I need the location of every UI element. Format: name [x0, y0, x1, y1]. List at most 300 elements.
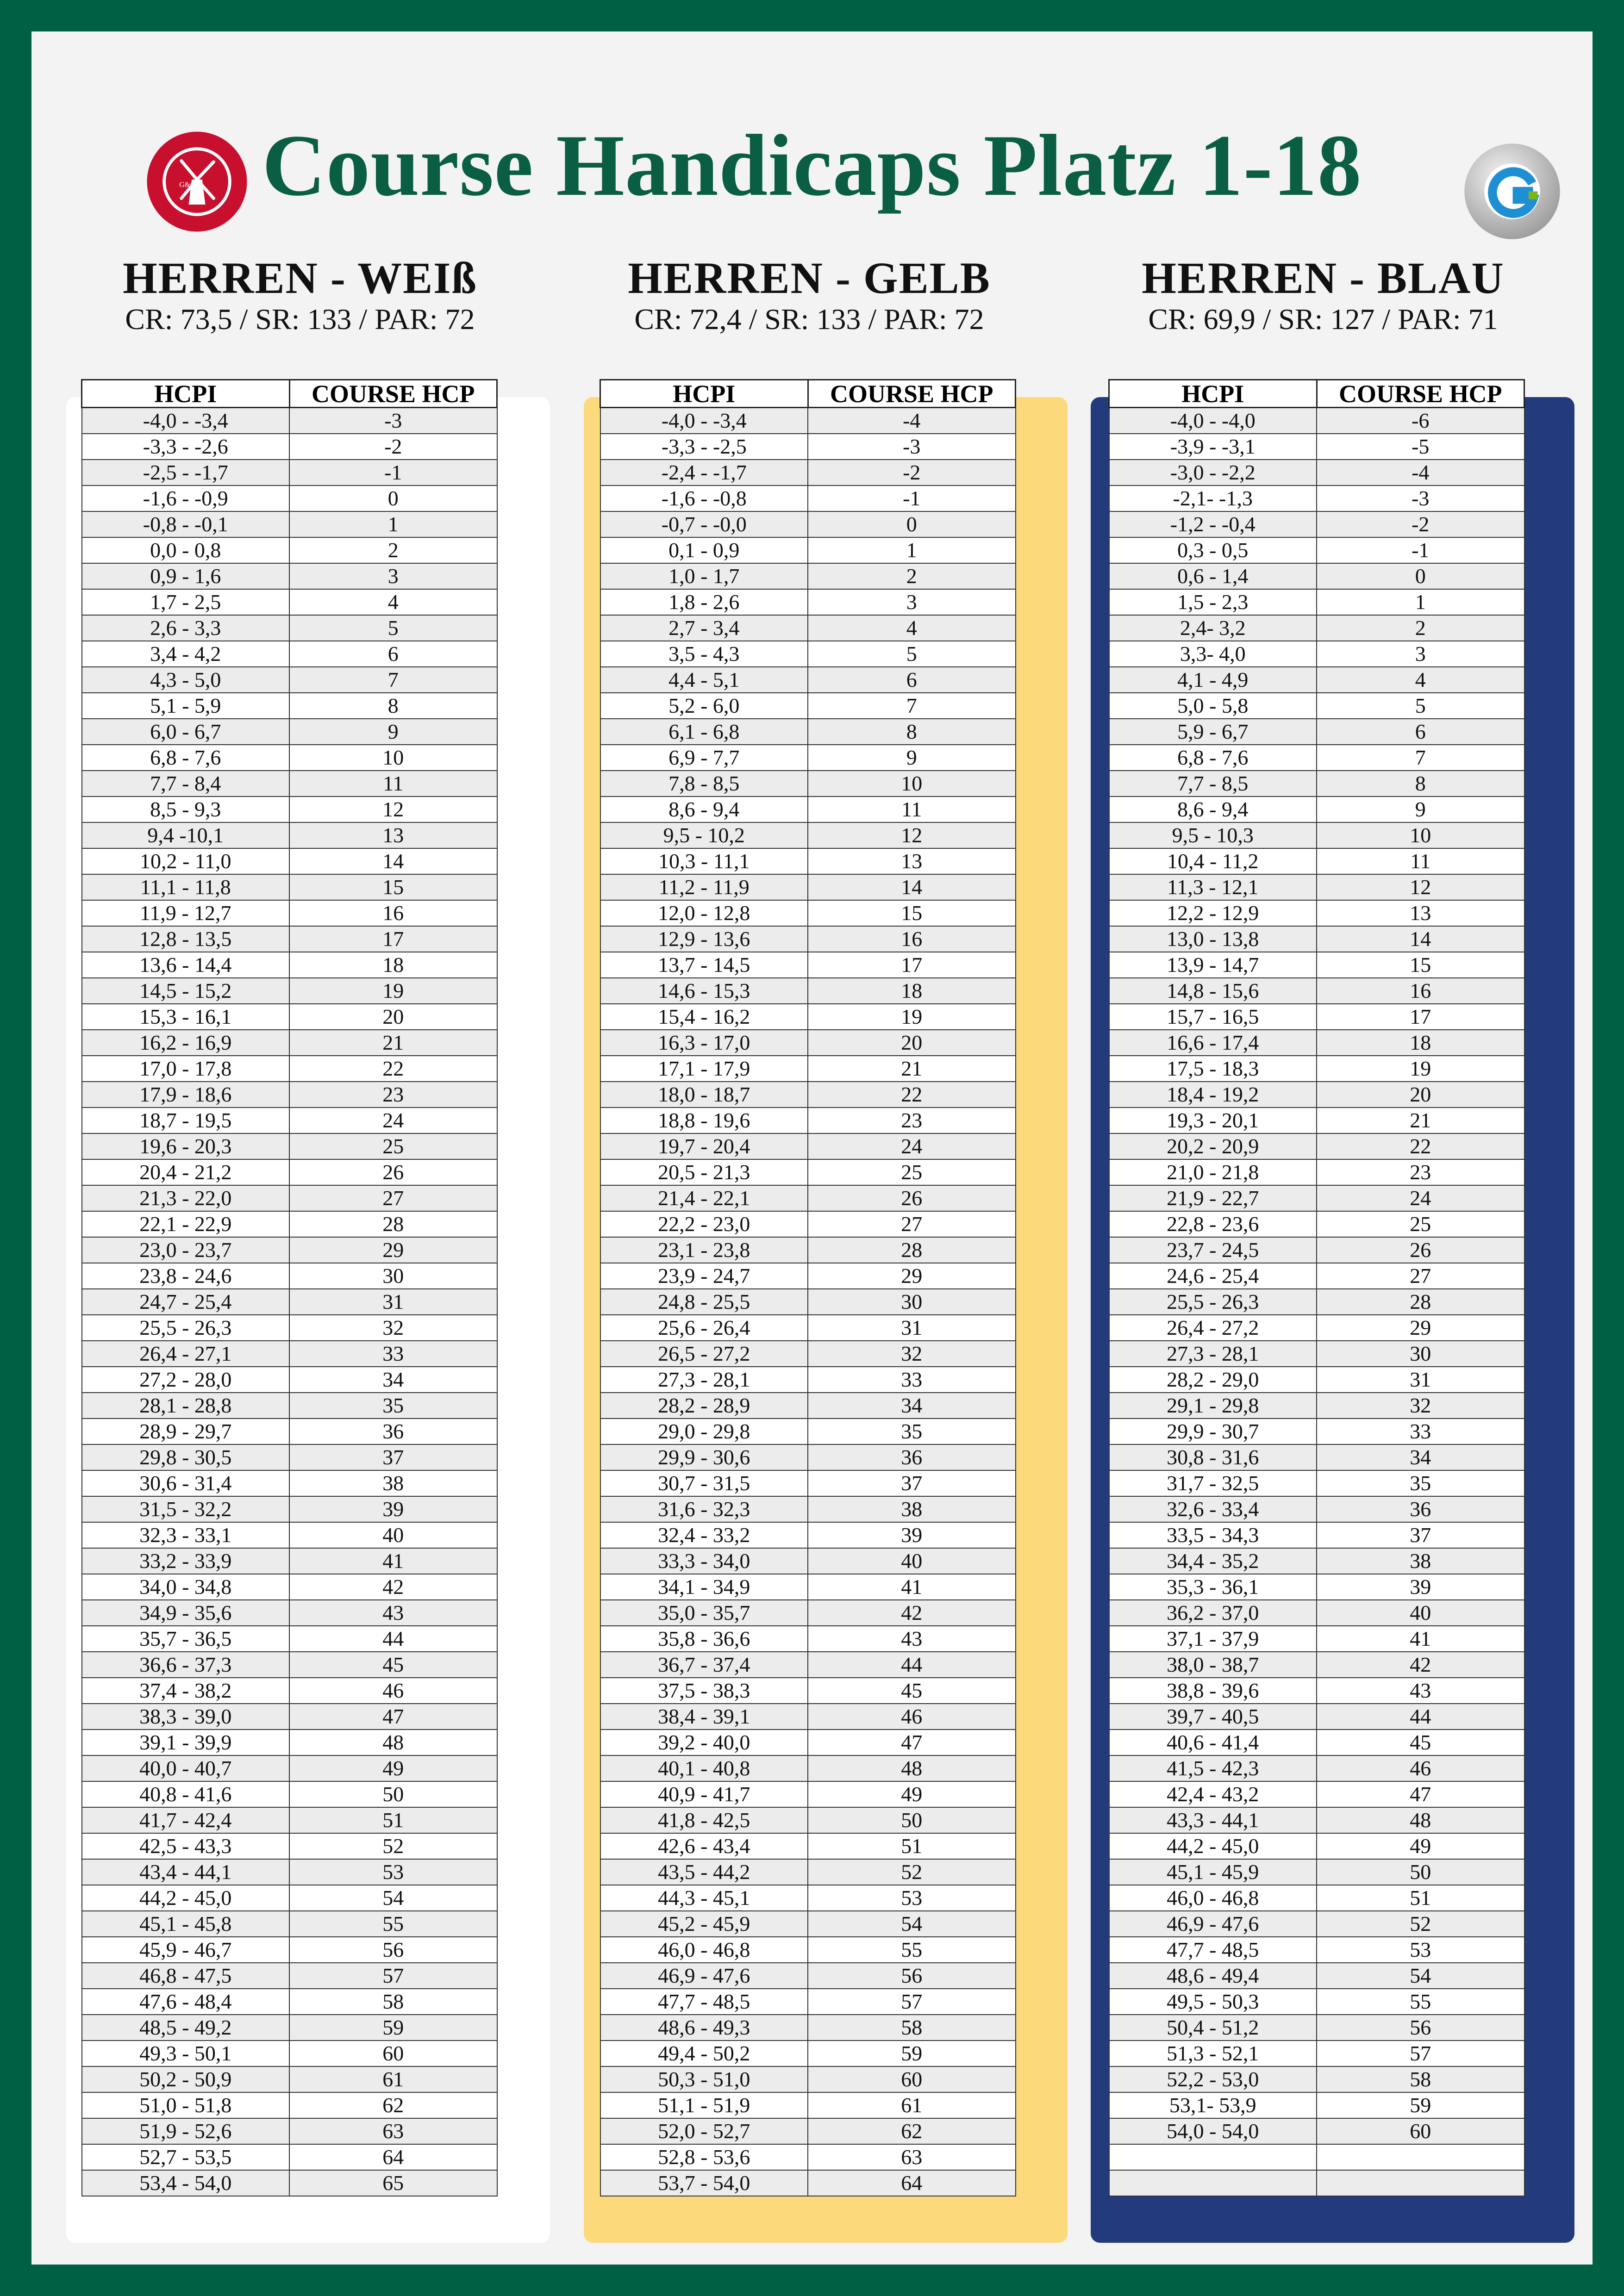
course-hcp-value: 64	[808, 2170, 1016, 2196]
hcpi-range	[1109, 2144, 1317, 2170]
heading-blau	[1068, 253, 1578, 336]
table-row	[82, 848, 497, 874]
table-row	[600, 848, 1016, 874]
course-hcp-value: 0	[289, 485, 497, 511]
table-row	[82, 1989, 497, 2015]
hcpi-range: 26,5 - 27,2	[600, 1341, 808, 1367]
course-hcp-value: 45	[1317, 1730, 1524, 1755]
table-row	[82, 2066, 497, 2092]
hcpi-range: 16,3 - 17,0	[600, 1030, 808, 1056]
hcpi-range: 18,0 - 18,7	[600, 1082, 808, 1108]
hcpi-range: 42,6 - 43,4	[600, 1833, 808, 1859]
course-hcp-value: 2	[1317, 615, 1524, 641]
course-hcp-value: 47	[289, 1704, 497, 1730]
table-row	[600, 589, 1016, 615]
course-hcp-value: 58	[1317, 2066, 1524, 2092]
course-hcp-value: 3	[1317, 641, 1524, 667]
hcpi-range: 5,1 - 5,9	[82, 693, 290, 719]
table-row	[82, 1522, 497, 1548]
table-row	[600, 1496, 1016, 1522]
hcpi-range: 52,0 - 52,7	[600, 2118, 808, 2144]
table-row	[1109, 1704, 1524, 1730]
table-row	[600, 1185, 1016, 1211]
hcpi-range: 31,6 - 32,3	[600, 1496, 808, 1522]
course-hcp-value: 55	[289, 1911, 497, 1937]
hcpi-range: 1,7 - 2,5	[82, 589, 290, 615]
course-hcp-value: 36	[808, 1444, 1016, 1470]
hcpi-range: -1,6 - -0,9	[82, 485, 290, 511]
course-hcp-value: 49	[808, 1781, 1016, 1807]
table-row	[82, 952, 497, 978]
course-hcp-value: 12	[808, 822, 1016, 848]
table-row	[1109, 1652, 1524, 1678]
course-hcp-value: 15	[1317, 952, 1524, 978]
course-hcp-value: 1	[289, 511, 497, 537]
hcpi-range: -2,1- -1,3	[1109, 485, 1317, 511]
table-row	[1109, 1133, 1524, 1159]
table-row	[1109, 822, 1524, 848]
hcpi-range: 49,5 - 50,3	[1109, 1989, 1317, 2015]
course-hcp-value: 25	[808, 1159, 1016, 1185]
hcpi-range: 3,3- 4,0	[1109, 641, 1317, 667]
course-hcp-value: 57	[289, 1963, 497, 1989]
table-row	[600, 771, 1016, 796]
hcpi-range: 8,5 - 9,3	[82, 796, 290, 822]
course-hcp-value: 22	[289, 1056, 497, 1082]
hcpi-range: 46,9 - 47,6	[1109, 1911, 1317, 1937]
course-hcp-value: 54	[289, 1885, 497, 1911]
table-row	[600, 408, 1016, 434]
course-hcp-value: 17	[289, 926, 497, 952]
course-hcp-value: 54	[808, 1911, 1016, 1937]
course-hcp-value: 32	[808, 1341, 1016, 1367]
hcpi-range: 52,2 - 53,0	[1109, 2066, 1317, 2092]
table-row	[82, 693, 497, 719]
course-hcp-value: 51	[808, 1833, 1016, 1859]
hcpi-range: 14,6 - 15,3	[600, 978, 808, 1004]
table-row	[600, 2015, 1016, 2041]
table-row	[600, 745, 1016, 771]
table-row	[82, 1755, 497, 1781]
header-hcpi: HCPI	[600, 380, 808, 408]
table-row	[600, 1937, 1016, 1963]
hcpi-range: -4,0 - -3,4	[600, 408, 808, 434]
hcpi-range: 31,5 - 32,2	[82, 1496, 290, 1522]
table-row	[82, 1911, 497, 1937]
course-hcp-value: 52	[289, 1833, 497, 1859]
table-row	[600, 1133, 1016, 1159]
course-hcp-value: 20	[808, 1030, 1016, 1056]
course-hcp-value: 41	[289, 1548, 497, 1574]
hcpi-range: 22,8 - 23,6	[1109, 1211, 1317, 1237]
course-hcp-value: 9	[808, 745, 1016, 771]
table-row	[1109, 1522, 1524, 1548]
table-row	[1109, 1807, 1524, 1833]
course-hcp-value: 20	[1317, 1082, 1524, 1108]
table-row	[82, 874, 497, 900]
table-row	[1109, 848, 1524, 874]
hcpi-range: 25,5 - 26,3	[1109, 1289, 1317, 1315]
course-hcp-value: 16	[808, 926, 1016, 952]
table-row	[1109, 2092, 1524, 2118]
course-hcp-value: 48	[808, 1755, 1016, 1781]
hcpi-range: -3,3 - -2,6	[82, 434, 290, 460]
course-hcp-value: 45	[808, 1678, 1016, 1704]
table-row	[600, 1626, 1016, 1652]
table-row	[1109, 1730, 1524, 1755]
course-hcp-value: 9	[289, 719, 497, 745]
hcpi-range: 53,1- 53,9	[1109, 2092, 1317, 2118]
table-row	[600, 641, 1016, 667]
table-row	[82, 1185, 497, 1211]
table-row	[1109, 1548, 1524, 1574]
hcpi-range: 6,8 - 7,6	[82, 745, 290, 771]
course-hcp-value: 6	[808, 667, 1016, 693]
hcpi-range: 32,6 - 33,4	[1109, 1496, 1317, 1522]
hcpi-range: 33,2 - 33,9	[82, 1548, 290, 1574]
hcpi-range: 7,7 - 8,5	[1109, 771, 1317, 796]
course-hcp-value: 6	[289, 641, 497, 667]
heading-weiss	[31, 253, 568, 336]
hcpi-range: 52,7 - 53,5	[82, 2144, 290, 2170]
course-hcp-value: 46	[808, 1704, 1016, 1730]
hcpi-range: 41,7 - 42,4	[82, 1807, 290, 1833]
table-row	[600, 2066, 1016, 2092]
course-hcp-value: 20	[289, 1004, 497, 1030]
table-row	[600, 1082, 1016, 1108]
hcpi-range: 24,7 - 25,4	[82, 1289, 290, 1315]
table-row	[1109, 1185, 1524, 1211]
table-row	[600, 1419, 1016, 1444]
course-hcp-value: 5	[808, 641, 1016, 667]
table-row	[82, 1626, 497, 1652]
table-row	[82, 1937, 497, 1963]
hcpi-range: 4,4 - 5,1	[600, 667, 808, 693]
table-row	[82, 900, 497, 926]
hcpi-range: 16,6 - 17,4	[1109, 1030, 1317, 1056]
hcpi-range: -0,8 - -0,1	[82, 511, 290, 537]
table-row	[600, 1678, 1016, 1704]
table-row	[1109, 1289, 1524, 1315]
table-row	[82, 1082, 497, 1108]
table-row	[1109, 1626, 1524, 1652]
table-row	[1109, 1056, 1524, 1082]
hcpi-range: 12,0 - 12,8	[600, 900, 808, 926]
handicap-table-gelb	[600, 379, 1016, 2196]
course-hcp-value: 34	[289, 1367, 497, 1393]
table-row	[600, 1004, 1016, 1030]
hcpi-range: 6,8 - 7,6	[1109, 745, 1317, 771]
hcpi-range: 47,6 - 48,4	[82, 1989, 290, 2015]
table-row	[1109, 1833, 1524, 1859]
table-row	[82, 1600, 497, 1626]
hcpi-range: 46,9 - 47,6	[600, 1963, 808, 1989]
hcpi-range: 48,6 - 49,4	[1109, 1963, 1317, 1989]
course-hcp-value: 10	[289, 745, 497, 771]
table-row	[82, 485, 497, 511]
course-hcp-value: 7	[808, 693, 1016, 719]
course-hcp-value: 50	[289, 1781, 497, 1807]
table-row	[82, 1393, 497, 1419]
course-hcp-value: 3	[289, 563, 497, 589]
course-hcp-value: 53	[808, 1885, 1016, 1911]
course-hcp-value: 51	[289, 1807, 497, 1833]
course-hcp-value: 21	[1317, 1108, 1524, 1133]
table-row	[600, 900, 1016, 926]
hcpi-range: 29,0 - 29,8	[600, 1419, 808, 1444]
course-hcp-value: 40	[1317, 1600, 1524, 1626]
course-hcp-value: 18	[808, 978, 1016, 1004]
course-hcp-value: 23	[289, 1082, 497, 1108]
table-row	[600, 1755, 1016, 1781]
hcpi-range: 28,9 - 29,7	[82, 1419, 290, 1444]
table-row	[82, 1885, 497, 1911]
course-hcp-value: 37	[1317, 1522, 1524, 1548]
hcpi-range: 35,7 - 36,5	[82, 1626, 290, 1652]
hcpi-range: 51,3 - 52,1	[1109, 2041, 1317, 2066]
course-hcp-value: 14	[289, 848, 497, 874]
course-hcp-value: 39	[808, 1522, 1016, 1548]
hcpi-range: 8,6 - 9,4	[1109, 796, 1317, 822]
table-row	[1109, 1367, 1524, 1393]
table-row	[82, 771, 497, 796]
hcpi-range: 25,5 - 26,3	[82, 1315, 290, 1341]
course-hcp-value: 29	[289, 1237, 497, 1263]
course-hcp-value: 41	[1317, 1626, 1524, 1652]
course-hcp-value: 2	[808, 563, 1016, 589]
hcpi-range: 32,3 - 33,1	[82, 1522, 290, 1548]
table-row	[1109, 1263, 1524, 1289]
course-hcp-value: 37	[808, 1470, 1016, 1496]
hcpi-range: 34,0 - 34,8	[82, 1574, 290, 1600]
table-row	[1109, 693, 1524, 719]
table-row	[600, 615, 1016, 641]
table-row	[600, 1470, 1016, 1496]
table-row	[82, 1289, 497, 1315]
table-row	[82, 615, 497, 641]
hcpi-range: 44,3 - 45,1	[600, 1885, 808, 1911]
table-row	[82, 460, 497, 485]
table-row	[1109, 2144, 1524, 2170]
hcpi-range: 23,8 - 24,6	[82, 1263, 290, 1289]
table-row	[82, 1470, 497, 1496]
course-hcp-value: 13	[1317, 900, 1524, 926]
hcpi-range: -3,9 - -3,1	[1109, 434, 1317, 460]
table-row	[1109, 1004, 1524, 1030]
table-title: HERREN - BLAU	[1142, 253, 1505, 303]
hcpi-range: 45,1 - 45,9	[1109, 1859, 1317, 1885]
table-row	[82, 589, 497, 615]
course-hcp-value: 9	[1317, 796, 1524, 822]
hcpi-range: 54,0 - 54,0	[1109, 2118, 1317, 2144]
course-hcp-value: 57	[808, 1989, 1016, 2015]
table-row	[1109, 1989, 1524, 2015]
table-row	[600, 2144, 1016, 2170]
table-row	[1109, 874, 1524, 900]
hcpi-range: 18,4 - 19,2	[1109, 1082, 1317, 1108]
hcpi-range: -1,6 - -0,8	[600, 485, 808, 511]
table-row	[600, 1885, 1016, 1911]
hcpi-range: 51,1 - 51,9	[600, 2092, 808, 2118]
hcpi-range: 36,2 - 37,0	[1109, 1600, 1317, 1626]
table-row	[600, 1237, 1016, 1263]
course-hcp-value: 11	[808, 796, 1016, 822]
course-hcp-value: 42	[808, 1600, 1016, 1626]
table-row	[1109, 926, 1524, 952]
table-row	[82, 719, 497, 745]
hcpi-range: 12,2 - 12,9	[1109, 900, 1317, 926]
table-row	[82, 434, 497, 460]
table-row	[1109, 796, 1524, 822]
table-row	[82, 1574, 497, 1600]
table-row	[1109, 1963, 1524, 1989]
course-hcp-value: 31	[289, 1289, 497, 1315]
table-row	[82, 1678, 497, 1704]
hcpi-range: 2,7 - 3,4	[600, 615, 808, 641]
table-subtitle: CR: 69,9 / SR: 127 / PAR: 71	[1148, 303, 1498, 336]
table-row	[600, 978, 1016, 1004]
table-row	[600, 1989, 1016, 2015]
table-row	[600, 1393, 1016, 1419]
table-row	[1109, 1419, 1524, 1444]
course-hcp-value: 38	[289, 1470, 497, 1496]
table-row	[1109, 460, 1524, 485]
course-hcp-value: -1	[1317, 537, 1524, 563]
table-row	[82, 978, 497, 1004]
hcpi-range: 6,1 - 6,8	[600, 719, 808, 745]
table-row	[600, 1211, 1016, 1237]
table-row	[82, 1211, 497, 1237]
course-hcp-value: 46	[289, 1678, 497, 1704]
table-row	[600, 1030, 1016, 1056]
hcpi-range: 20,4 - 21,2	[82, 1159, 290, 1185]
table-row	[82, 1963, 497, 1989]
hcpi-range: 4,3 - 5,0	[82, 667, 290, 693]
table-row	[600, 1730, 1016, 1755]
hcpi-range: 40,6 - 41,4	[1109, 1730, 1317, 1755]
hcpi-range: 1,8 - 2,6	[600, 589, 808, 615]
course-hcp-value: 53	[1317, 1937, 1524, 1963]
table-row	[82, 1807, 497, 1833]
course-hcp-value: 59	[289, 2015, 497, 2041]
course-hcp-value: 53	[289, 1859, 497, 1885]
table-row	[1109, 1937, 1524, 1963]
table-row	[82, 1237, 497, 1263]
hcpi-range: 30,7 - 31,5	[600, 1470, 808, 1496]
hcpi-range: 43,3 - 44,1	[1109, 1807, 1317, 1833]
course-hcp-value: 56	[808, 1963, 1016, 1989]
course-hcp-value: 28	[808, 1237, 1016, 1263]
course-hcp-value: 22	[808, 1082, 1016, 1108]
hcpi-range: 19,3 - 20,1	[1109, 1108, 1317, 1133]
hcpi-range: 31,7 - 32,5	[1109, 1470, 1317, 1496]
hcpi-range: 14,8 - 15,6	[1109, 978, 1317, 1004]
course-hcp-value: 22	[1317, 1133, 1524, 1159]
course-hcp-value: 21	[289, 1030, 497, 1056]
course-hcp-value: 21	[808, 1056, 1016, 1082]
hcpi-range: 11,9 - 12,7	[82, 900, 290, 926]
table-title: HERREN - WEIß	[123, 253, 477, 303]
course-hcp-value: 63	[808, 2144, 1016, 2170]
course-hcp-value: 19	[1317, 1056, 1524, 1082]
hcpi-range: 9,4 -10,1	[82, 822, 290, 848]
course-hcp-value: 29	[808, 1263, 1016, 1289]
table-row	[82, 1367, 497, 1393]
table-row	[1109, 1496, 1524, 1522]
table-row	[600, 2092, 1016, 2118]
course-hcp-value: 44	[808, 1652, 1016, 1678]
table-row	[600, 1963, 1016, 1989]
hcpi-range: 23,1 - 23,8	[600, 1237, 808, 1263]
hcpi-range: 20,2 - 20,9	[1109, 1133, 1317, 1159]
course-hcp-value: 39	[289, 1496, 497, 1522]
hcpi-range: 37,1 - 37,9	[1109, 1626, 1317, 1652]
hcpi-range: 34,9 - 35,6	[82, 1600, 290, 1626]
hcpi-range: 7,7 - 8,4	[82, 771, 290, 796]
table-row	[82, 563, 497, 589]
table-row	[1109, 1108, 1524, 1133]
hcpi-range: 2,6 - 3,3	[82, 615, 290, 641]
course-hcp-value: 48	[1317, 1807, 1524, 1833]
table-row	[1109, 745, 1524, 771]
hcpi-range: 5,2 - 6,0	[600, 693, 808, 719]
course-hcp-value: 42	[289, 1574, 497, 1600]
hcpi-range: 38,8 - 39,6	[1109, 1678, 1317, 1704]
table-row	[1109, 485, 1524, 511]
table-row	[1109, 589, 1524, 615]
table-row	[600, 1807, 1016, 1833]
hcpi-range: 46,0 - 46,8	[600, 1937, 808, 1963]
course-hcp-value: 26	[808, 1185, 1016, 1211]
course-hcp-value: 28	[289, 1211, 497, 1237]
hcpi-range: 27,3 - 28,1	[600, 1367, 808, 1393]
course-hcp-value: 10	[808, 771, 1016, 796]
hcpi-range: 9,5 - 10,3	[1109, 822, 1317, 848]
table-row	[600, 1367, 1016, 1393]
table-row	[1109, 434, 1524, 460]
hcpi-range: 13,0 - 13,8	[1109, 926, 1317, 952]
table-row	[1109, 537, 1524, 563]
hcpi-range: 39,7 - 40,5	[1109, 1704, 1317, 1730]
course-hcp-value: 7	[289, 667, 497, 693]
hcpi-range: 44,2 - 45,0	[1109, 1833, 1317, 1859]
table-row	[82, 408, 497, 434]
table-row	[600, 1315, 1016, 1341]
hcpi-range: 9,5 - 10,2	[600, 822, 808, 848]
course-hcp-value: 18	[1317, 1030, 1524, 1056]
hcpi-range: -4,0 - -3,4	[82, 408, 290, 434]
hcpi-range: 50,3 - 51,0	[600, 2066, 808, 2092]
table-row	[1109, 952, 1524, 978]
table-row	[600, 537, 1016, 563]
course-hcp-value: 2	[289, 537, 497, 563]
poster-sheet	[31, 31, 1593, 2265]
course-hcp-value: 34	[808, 1393, 1016, 1419]
hcpi-range: 23,0 - 23,7	[82, 1237, 290, 1263]
course-hcp-value: 24	[289, 1108, 497, 1133]
table-row	[1109, 1911, 1524, 1937]
header-hcpi: HCPI	[82, 380, 290, 408]
hcpi-range: 0,9 - 1,6	[82, 563, 290, 589]
hcpi-range: 48,5 - 49,2	[82, 2015, 290, 2041]
table-row	[600, 2170, 1016, 2196]
table-row	[1109, 1470, 1524, 1496]
table-row	[82, 537, 497, 563]
hcpi-range: 27,2 - 28,0	[82, 1367, 290, 1393]
hcpi-range: 16,2 - 16,9	[82, 1030, 290, 1056]
page-title: Course Handicaps Platz 1-18	[262, 117, 1362, 214]
hcpi-range: 51,0 - 51,8	[82, 2092, 290, 2118]
